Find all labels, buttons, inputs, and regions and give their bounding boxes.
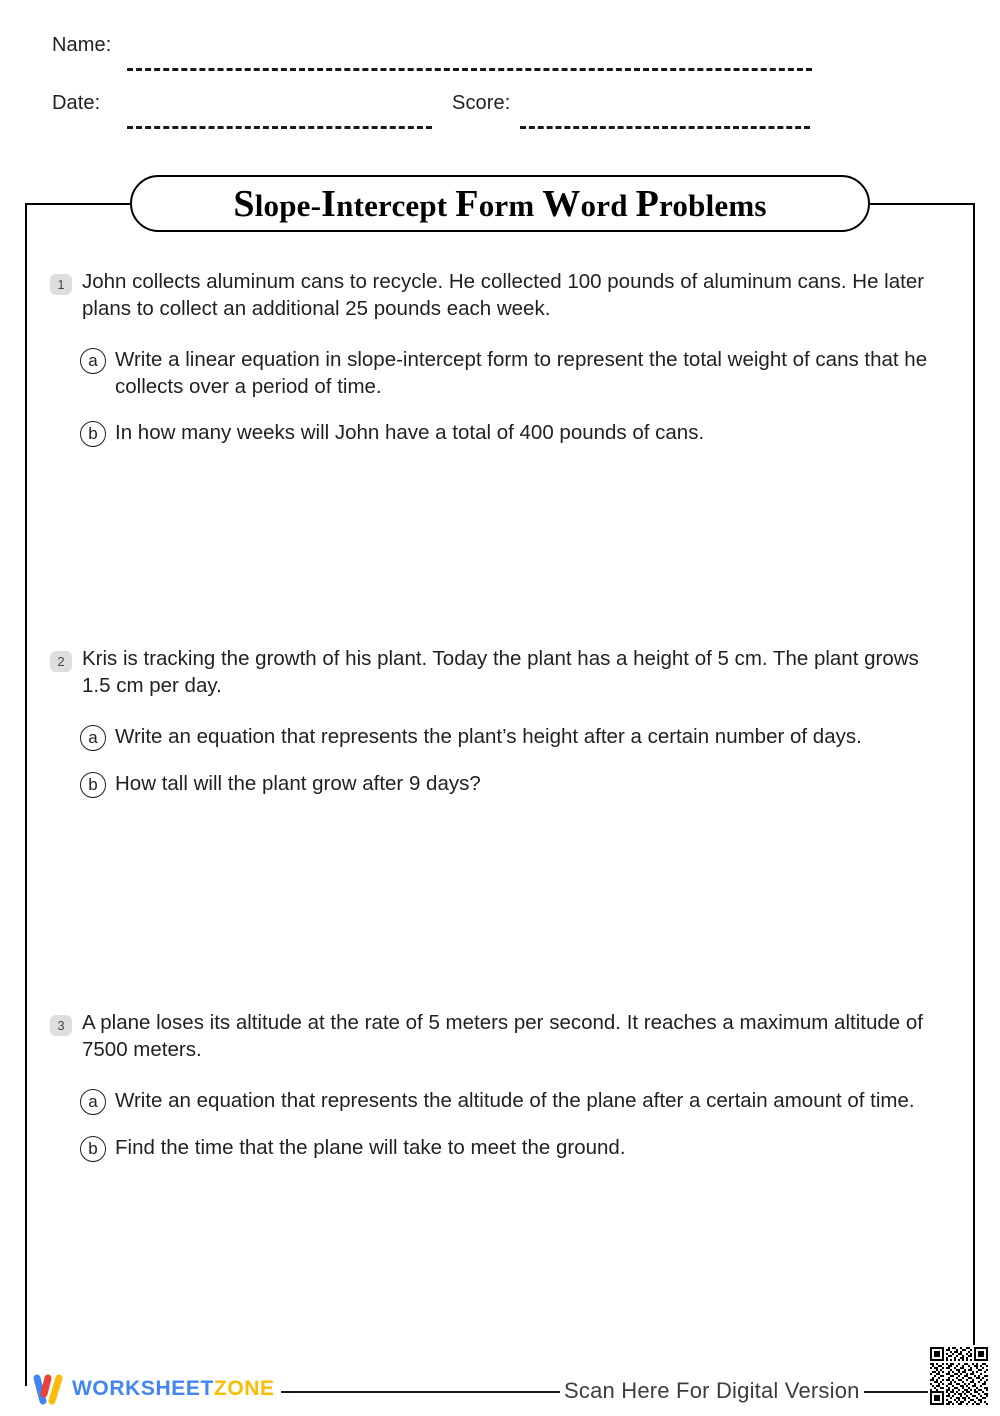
- question-3-number: 3: [50, 1015, 72, 1036]
- title-rest: ord: [580, 187, 636, 223]
- title-rest: lope-: [254, 187, 322, 223]
- title-cap: P: [635, 182, 660, 225]
- question-1-text: John collects aluminum cans to recycle. He collected 100 pounds of aluminum cans. He later plans to collect an additional 25 pounds each week.: [82, 270, 925, 320]
- title-cap: I: [321, 182, 337, 225]
- question-3-text: A plane loses its altitude at the rate of 5 meters per second. It reaches a maximum altitude of 7500 meters.: [82, 1011, 923, 1061]
- title-rest: roblems: [659, 187, 767, 223]
- question-3-part-a: [80, 1087, 945, 1115]
- part-marker-a: a: [80, 725, 106, 751]
- question-2-number: 2: [50, 651, 72, 672]
- question-1-part-b: [80, 419, 945, 447]
- question-2-part-a: [80, 723, 945, 751]
- question-2-part-a-text: Write an equation that represents the plant’s height after a certain number of days.: [115, 725, 862, 748]
- question-3-header: [50, 1009, 945, 1063]
- question-3: [50, 1009, 945, 1181]
- title-cap: F: [455, 182, 479, 225]
- question-3-parts: [80, 1087, 945, 1162]
- question-1-part-a: [80, 346, 945, 400]
- question-3-part-a-text: Write an equation that represents the altitude of the plane after a certain amount of time.: [115, 1089, 915, 1112]
- part-marker-b: b: [80, 772, 106, 798]
- title-rest: orm: [478, 187, 543, 223]
- question-1-header: [50, 268, 945, 322]
- logo-word-worksheet: WORKSHEET: [72, 1377, 214, 1400]
- score-label: Score:: [452, 92, 511, 114]
- scan-here-label: Scan Here For Digital Version: [560, 1378, 864, 1404]
- part-marker-a: a: [80, 1089, 106, 1115]
- page-title: [233, 182, 766, 226]
- name-write-line[interactable]: [127, 68, 812, 71]
- part-marker-a: a: [80, 348, 106, 374]
- name-label: Name:: [52, 34, 112, 56]
- date-write-line[interactable]: [127, 126, 432, 129]
- question-2-parts: [80, 723, 945, 798]
- question-1-number: 1: [50, 274, 72, 295]
- worksheet-zone-logo[interactable]: [28, 1366, 281, 1412]
- title-cap: W: [542, 182, 581, 225]
- question-2: [50, 645, 945, 817]
- part-marker-b: b: [80, 1136, 106, 1162]
- title-cap: S: [233, 182, 255, 225]
- qr-code-icon[interactable]: [928, 1345, 990, 1407]
- logo-word-zone: ZONE: [213, 1377, 275, 1400]
- worksheet-zone-logo-text: [72, 1377, 275, 1401]
- title-rest: ntercept: [336, 187, 456, 223]
- question-3-part-b: [80, 1134, 945, 1162]
- question-2-header: [50, 645, 945, 699]
- question-2-part-b-text: How tall will the plant grow after 9 days?: [115, 772, 481, 795]
- question-3-part-b-text: Find the time that the plane will take to meet the ground.: [115, 1136, 626, 1159]
- worksheet-title-banner: [130, 175, 870, 232]
- question-1: [50, 268, 945, 466]
- question-1-part-a-text: Write a linear equation in slope-intercept form to represent the total weight of cans that he collects over a period of time.: [115, 348, 928, 398]
- question-2-text: Kris is tracking the growth of his plant. Today the plant has a height of 5 cm. The plant grows 1.5 cm per day.: [82, 647, 919, 697]
- date-label: Date:: [52, 92, 101, 114]
- question-1-parts: [80, 346, 945, 447]
- question-1-part-b-text: In how many weeks will John have a total of 400 pounds of cans.: [115, 421, 705, 444]
- part-marker-b: b: [80, 421, 106, 447]
- score-write-line[interactable]: [520, 126, 810, 129]
- question-2-part-b: [80, 770, 945, 798]
- worksheet-zone-logo-icon: [28, 1368, 70, 1410]
